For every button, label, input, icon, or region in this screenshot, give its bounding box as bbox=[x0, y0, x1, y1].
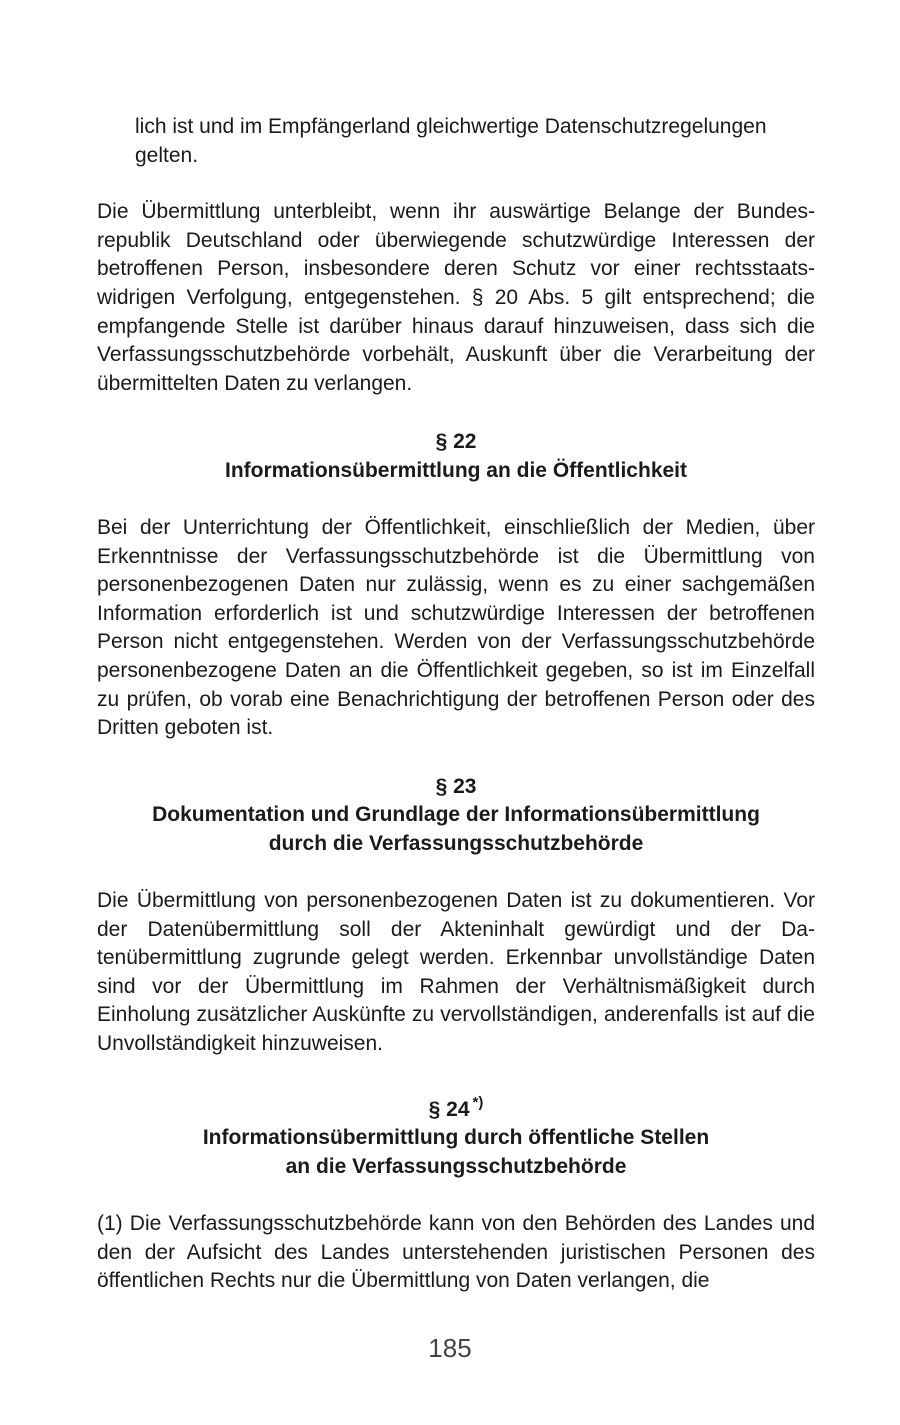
section-number: § 22 bbox=[435, 430, 477, 454]
page-number: 185 bbox=[428, 1333, 472, 1363]
section-22-heading bbox=[97, 428, 815, 486]
section-title-line-2: an die Verfassungsschutzbehörde bbox=[285, 1155, 627, 1179]
section-title: Informationsübermittlung an die Öffentlichkeit bbox=[224, 459, 688, 483]
continuation-line-1: lich ist und im Empfängerland gleichwertige Datenschutzregelungen bbox=[135, 115, 767, 138]
continuation-line-2: gelten. bbox=[135, 143, 199, 167]
section-24-body: (1) Die Verfassungsschutzbehörde kann von den Behörden des Landes und den der Aufsicht des Landes unterstehenden juristischen Personen des öffentlichen Rechts nur die Übermittlung von Daten verlangen, die bbox=[97, 1212, 815, 1293]
section-22-body: Bei der Unterrichtung der Öffentlichkeit, einschließlich der Medien, über Erkenntnisse der Verfassungsschutzbehörde ist die Übermittlung von personenbezogenen Daten nur zulässig, wenn es zu einer sachgemäßen Information erforderlich ist und schutzwürdige Interessen der betroffenen Person nicht entgegenstehen. Werden von der Verfassungsschutzbehörde personenbezogene Daten an die Öffentlichkeit gegeben, so ist im Einzelfall zu prüfen, ob vorab eine Benachrichtigung der betroffenen Person oder des Dritten geboten ist. bbox=[97, 515, 815, 740]
footnote-marker: *) bbox=[472, 1093, 484, 1111]
section-23-body: Die Übermittlung von personenbezogenen Daten ist zu dokumentieren. Vor der Datenübermittlung soll der Akteninhalt gewürdigt und der Datenübermittlung zugrunde gelegt werden. Erkennbar unvollständige Daten sind vor der Übermittlung im Rahmen der Verhältnismäßigkeit durch Einholung zusätzlicher Auskünfte zu vervollständigen, anderenfalls ist auf die Unvollständigkeit hinzuweisen. bbox=[97, 889, 815, 1056]
paragraph-transfer-refusal: Die Übermittlung unterbleibt, wenn ihr auswärtige Belange der Bundesrepublik Deutschland oder überwiegende schutzwürdige Interessen der betroffenen Person, insbesondere deren Schutz vor einer rechtsstaatswidrigen Verfolgung, entgegenstehen. § 20 Abs. 5 gilt entsprechend; die empfangende Stelle ist darüber hinaus darauf hinzuweisen, dass sich die Verfassungsschutzbehörde vorbehält, Auskunft über die Verarbeitung der übermittelten Daten zu verlangen. bbox=[97, 200, 815, 395]
section-number: § 23 bbox=[435, 774, 477, 798]
section-title-line-1: Informationsübermittlung durch öffentliche Stellen bbox=[202, 1126, 710, 1150]
section-title-line-1: Dokumentation und Grundlage der Informationsübermittlung bbox=[152, 803, 760, 827]
continuation-paragraph bbox=[97, 113, 815, 170]
document-page bbox=[97, 113, 815, 1296]
section-title-line-2: durch die Verfassungsschutzbehörde bbox=[268, 832, 644, 856]
section-23-heading bbox=[97, 773, 815, 859]
section-24-heading bbox=[97, 1089, 815, 1182]
section-number: § 24 *) bbox=[428, 1093, 484, 1121]
